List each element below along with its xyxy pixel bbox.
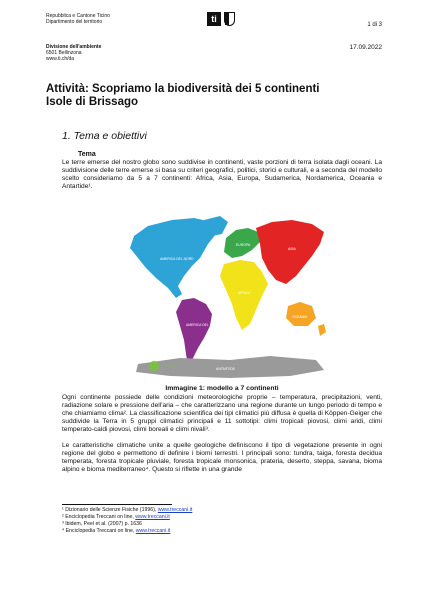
- title-line-2: Isole di Brissago: [46, 96, 139, 108]
- label-antarctica: ANTARTIDE: [216, 367, 235, 371]
- footnote-link[interactable]: www.treccani.it: [135, 514, 170, 520]
- footnote-link[interactable]: www.treccani.it: [157, 507, 193, 513]
- map-credit-text: i.e.bio: [161, 364, 174, 369]
- org-line-1: Repubblica e Cantone Ticino: [46, 13, 110, 19]
- logo-text: ti: [211, 14, 217, 24]
- footnotes: [62, 507, 382, 535]
- oceania-islands-shape: [318, 324, 326, 336]
- label-asia: ASIA: [288, 247, 296, 251]
- asia-shape: [256, 220, 324, 284]
- canton-shield-icon: [224, 12, 235, 26]
- paragraph-climate: Ogni continente possiede delle condizioni meteorologiche proprie – temperatura, precipitazioni, venti, radiazione solare e pressione dell'aria – che caratterizzano una regione durante un lungo periodo di tempo e che chiamiamo clima². La classificazione scientifica dei tipi climatici più diffusa è quella di Köppen-Geiger che suddivide la Terra in 5 gruppi climatici principali e 11 sottotipi: climi tropicali piovosi, climi aridi, climi temperato-caldi piovosi, climi boreali e climi nivali³.: [62, 394, 382, 434]
- footnote-3: ³ Ibidem, Peel et al. (2007) p. 1636: [62, 521, 142, 527]
- website: www.ti.ch/da: [46, 56, 75, 62]
- sender-block: [46, 44, 101, 62]
- footnote-separator: [62, 504, 172, 505]
- label-north-america: AMERICA DEL NORD: [160, 257, 194, 261]
- section-subheading: Tema: [78, 151, 96, 158]
- label-africa: AFRICA: [238, 291, 251, 295]
- label-south-america: AMERICA DEL SUD: [186, 323, 217, 327]
- title-line-1: Attività: Scopriamo la biodiversità dei 5 continenti: [46, 83, 320, 95]
- paragraph-biomes: Le caratteristiche climatiche unite a quelle geologiche definiscono il tipo di vegetazione presente in ogni regione del globo e permettono di definire i biomi terrestri. I principali sono: tundra, taiga, foresta decidua temperata, foresta tropicale pluviale, foresta tropicale monsonica, prateria, deserto, steppa, savana, bioma alpino e bioma mediterraneo⁴. Questo si riflette in una grande: [62, 442, 382, 474]
- org-line-2: Dipartimento del territorio: [46, 19, 103, 25]
- label-europe: EUROPA: [236, 243, 251, 247]
- paragraph-intro: Le terre emerse del nostro globo sono suddivise in continenti, vaste porzioni di terra isolata dagli oceani. La suddivisione delle terre emerse si basa su criteri geografici, politici, storici e culturali, e a seconda del modello scelto consideriamo da 5 a 7 continenti: Africa, Asia, Europa, Sudamerica, Nordamerica, Oceania e Antartide¹.: [62, 159, 382, 191]
- page-title: [46, 83, 320, 109]
- address: 6501 Bellinzona: [46, 50, 82, 56]
- document-date: 17.09.2022: [349, 44, 382, 51]
- africa-shape: [220, 260, 268, 330]
- footnote-4: ⁴ Enciclopedia Treccani on line, www.treccani.it: [62, 528, 171, 534]
- footnote-link[interactable]: www.treccani.it: [135, 528, 171, 534]
- page-number: 1 di 3: [367, 22, 382, 28]
- ticino-logo: [207, 12, 221, 26]
- oceania-shape: [286, 302, 316, 326]
- footnote-2: ² Enciclopedia Treccani on line, www.treccani.it: [62, 514, 170, 520]
- label-oceania: OCEANIA: [292, 315, 308, 319]
- map-credit-logo: [149, 361, 159, 371]
- division-name: Divisione dell'ambiente: [46, 44, 102, 50]
- figure-caption: Immagine 1: modello a 7 continenti: [165, 385, 279, 392]
- south-america-shape: [176, 298, 212, 366]
- org-name: [46, 13, 110, 25]
- section-heading: 1. Tema e obiettivi: [62, 130, 147, 142]
- world-map: [120, 214, 330, 382]
- footnote-1: ¹ Dizionario delle Scienze Fisiche (1996), www.treccani.it: [62, 507, 193, 513]
